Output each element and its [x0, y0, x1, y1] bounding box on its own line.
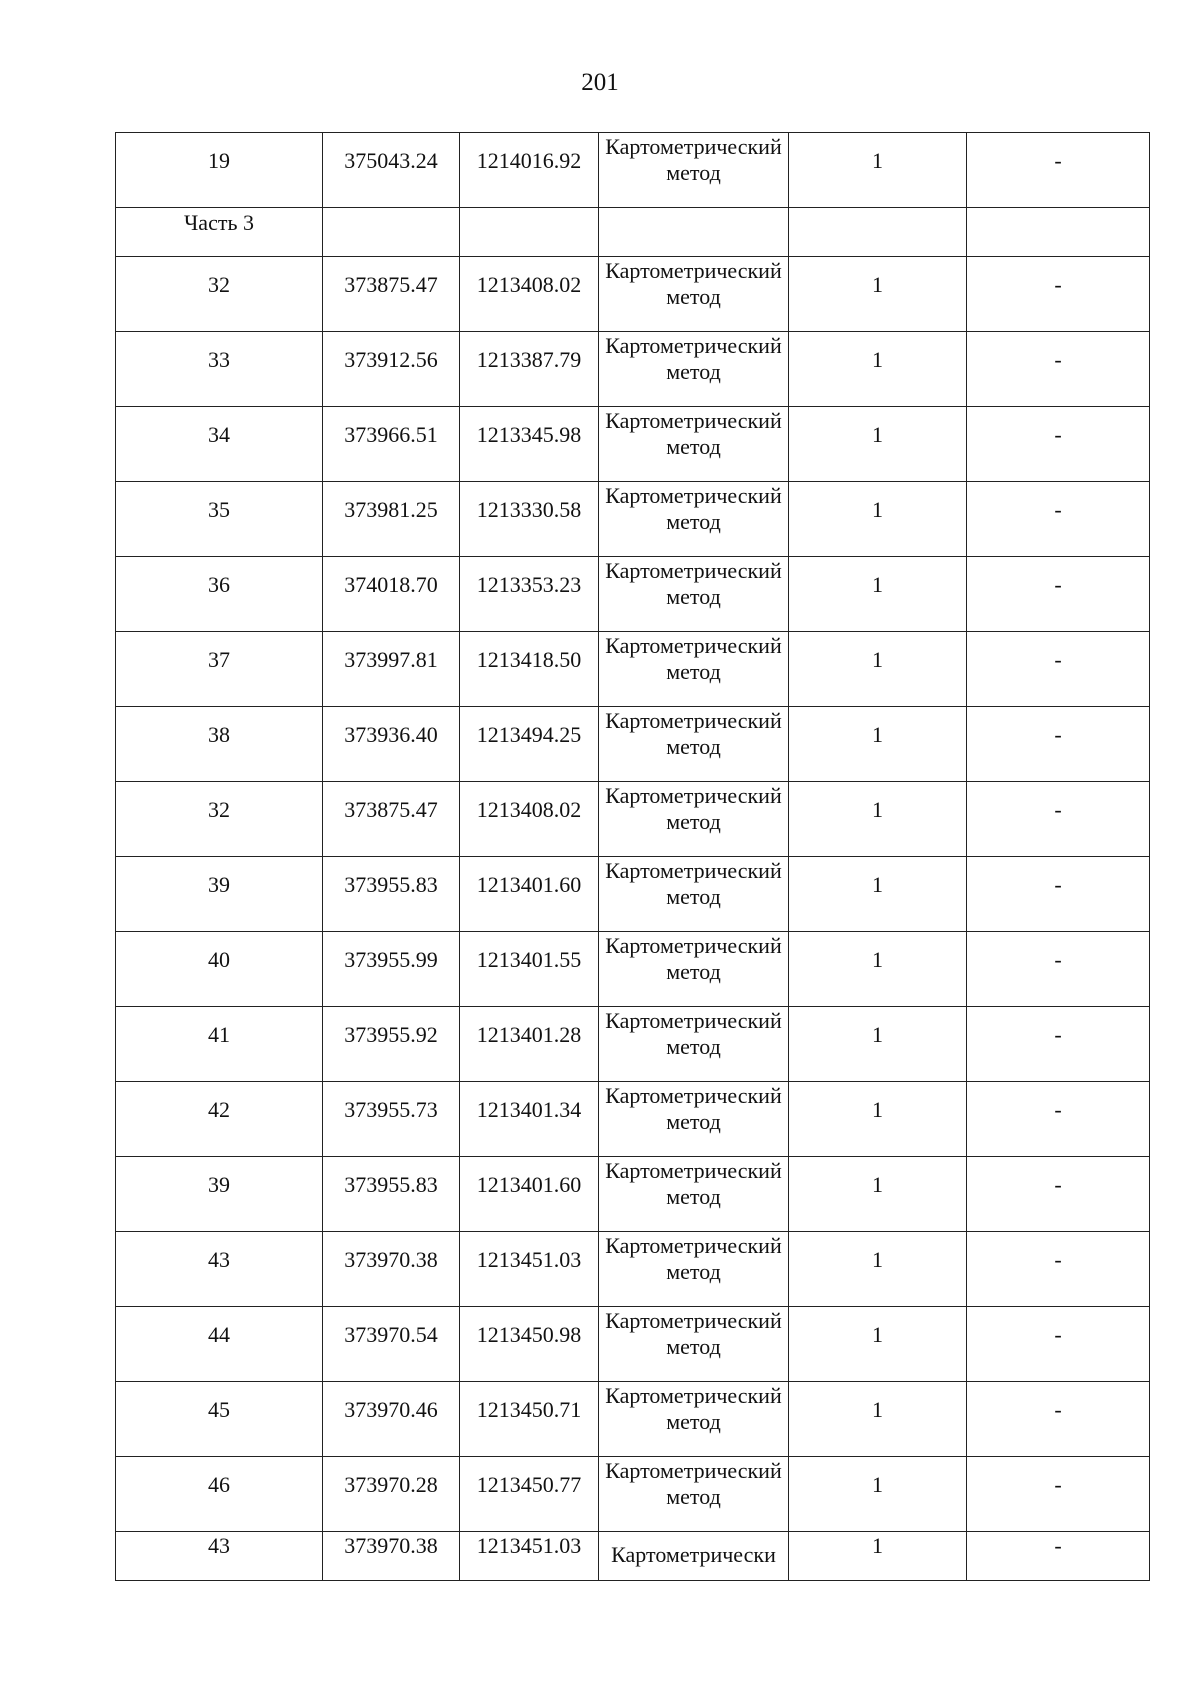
- table-row: [116, 707, 1150, 782]
- point-number-cell: 39: [116, 857, 323, 932]
- method-text: Картометрический метод: [605, 1233, 782, 1284]
- point-number-cell: 36: [116, 557, 323, 632]
- table-row: [116, 1232, 1150, 1307]
- y-coordinate-cell: 1213330.58: [460, 482, 599, 557]
- x-coordinate-cell: 373955.92: [323, 1007, 460, 1082]
- method-text: Картометрический метод: [605, 483, 782, 534]
- accuracy-cell: 1: [789, 707, 967, 782]
- x-coordinate-cell: 373955.99: [323, 932, 460, 1007]
- method-text: Картометрически: [611, 1542, 776, 1567]
- y-coordinate-cell: 1213451.03: [460, 1232, 599, 1307]
- y-coordinate-cell: 1213401.28: [460, 1007, 599, 1082]
- point-number-cell: 46: [116, 1457, 323, 1532]
- x-coordinate-cell: 375043.24: [323, 133, 460, 208]
- accuracy-cell: 1: [789, 557, 967, 632]
- point-number-cell: 32: [116, 257, 323, 332]
- x-coordinate-cell: 373966.51: [323, 407, 460, 482]
- point-number-cell: 43: [116, 1232, 323, 1307]
- method-text: Картометрический метод: [605, 708, 782, 759]
- x-coordinate-cell: 373936.40: [323, 707, 460, 782]
- point-number-cell: 19: [116, 133, 323, 208]
- method-cell: [599, 332, 789, 407]
- note-cell: -: [967, 1382, 1150, 1457]
- point-number-cell: 45: [116, 1382, 323, 1457]
- x-coordinate-cell: 373912.56: [323, 332, 460, 407]
- empty-cell: [967, 208, 1150, 257]
- method-text: Картометрический метод: [605, 408, 782, 459]
- y-coordinate-cell: 1213345.98: [460, 407, 599, 482]
- y-coordinate-cell: 1213450.98: [460, 1307, 599, 1382]
- y-coordinate-cell: 1213353.23: [460, 557, 599, 632]
- table-row: [116, 332, 1150, 407]
- accuracy-cell: 1: [789, 782, 967, 857]
- method-text: Картометрический метод: [605, 1008, 782, 1059]
- y-coordinate-cell: 1213401.34: [460, 1082, 599, 1157]
- x-coordinate-cell: 373955.83: [323, 857, 460, 932]
- table-row: [116, 482, 1150, 557]
- method-cell: [599, 407, 789, 482]
- table-row: [116, 932, 1150, 1007]
- method-text: Картометрический метод: [605, 1458, 782, 1509]
- y-coordinate-cell: 1213418.50: [460, 632, 599, 707]
- method-text: Картометрический метод: [605, 1083, 782, 1134]
- method-cell: [599, 1457, 789, 1532]
- x-coordinate-cell: 373875.47: [323, 782, 460, 857]
- accuracy-cell: 1: [789, 1457, 967, 1532]
- method-text: Картометрический метод: [605, 633, 782, 684]
- accuracy-cell: 1: [789, 332, 967, 407]
- table-row: [116, 857, 1150, 932]
- table-row: [116, 1307, 1150, 1382]
- method-text: Картометрический метод: [605, 1383, 782, 1434]
- method-cell: [599, 1157, 789, 1232]
- x-coordinate-cell: 373981.25: [323, 482, 460, 557]
- note-cell: -: [967, 1157, 1150, 1232]
- y-coordinate-cell: 1213401.60: [460, 857, 599, 932]
- y-coordinate-cell: 1213387.79: [460, 332, 599, 407]
- method-cell: [599, 1007, 789, 1082]
- method-cell: [599, 1382, 789, 1457]
- method-text: Картометрический метод: [605, 783, 782, 834]
- note-cell: -: [967, 1532, 1150, 1581]
- note-cell: -: [967, 782, 1150, 857]
- table-row: [116, 1157, 1150, 1232]
- note-cell: -: [967, 1232, 1150, 1307]
- table-row: [116, 1457, 1150, 1532]
- accuracy-cell: 1: [789, 857, 967, 932]
- method-cell: [599, 557, 789, 632]
- point-number-cell: 32: [116, 782, 323, 857]
- x-coordinate-cell: 373875.47: [323, 257, 460, 332]
- table-row: [116, 407, 1150, 482]
- table-row: [116, 782, 1150, 857]
- accuracy-cell: 1: [789, 1532, 967, 1581]
- x-coordinate-cell: 373970.54: [323, 1307, 460, 1382]
- coordinates-table-body: [116, 133, 1150, 1581]
- method-text: Картометрический метод: [605, 333, 782, 384]
- note-cell: -: [967, 1307, 1150, 1382]
- accuracy-cell: 1: [789, 1382, 967, 1457]
- point-number-cell: 35: [116, 482, 323, 557]
- empty-cell: [599, 208, 789, 257]
- section-label: Часть 3: [116, 208, 323, 257]
- point-number-cell: 41: [116, 1007, 323, 1082]
- x-coordinate-cell: 373955.73: [323, 1082, 460, 1157]
- method-cell: [599, 1307, 789, 1382]
- x-coordinate-cell: 373970.38: [323, 1232, 460, 1307]
- accuracy-cell: 1: [789, 932, 967, 1007]
- empty-cell: [789, 208, 967, 257]
- method-text: Картометрический метод: [605, 1158, 782, 1209]
- method-text: Картометрический метод: [605, 134, 782, 185]
- y-coordinate-cell: 1213408.02: [460, 782, 599, 857]
- y-coordinate-cell: 1213401.60: [460, 1157, 599, 1232]
- method-text: Картометрический метод: [605, 558, 782, 609]
- y-coordinate-cell: 1213451.03: [460, 1532, 599, 1581]
- method-cell: [599, 257, 789, 332]
- x-coordinate-cell: 373970.38: [323, 1532, 460, 1581]
- table-row: [116, 1532, 1150, 1581]
- method-text: Картометрический метод: [605, 258, 782, 309]
- method-cell: [599, 482, 789, 557]
- accuracy-cell: 1: [789, 257, 967, 332]
- note-cell: -: [967, 482, 1150, 557]
- accuracy-cell: 1: [789, 1307, 967, 1382]
- x-coordinate-cell: 374018.70: [323, 557, 460, 632]
- method-cell: [599, 707, 789, 782]
- accuracy-cell: 1: [789, 1157, 967, 1232]
- x-coordinate-cell: 373997.81: [323, 632, 460, 707]
- y-coordinate-cell: 1213401.55: [460, 932, 599, 1007]
- point-number-cell: 40: [116, 932, 323, 1007]
- accuracy-cell: 1: [789, 407, 967, 482]
- note-cell: -: [967, 932, 1150, 1007]
- table-row: [116, 133, 1150, 208]
- method-cell: [599, 133, 789, 208]
- point-number-cell: 44: [116, 1307, 323, 1382]
- note-cell: -: [967, 707, 1150, 782]
- accuracy-cell: 1: [789, 632, 967, 707]
- note-cell: -: [967, 632, 1150, 707]
- method-cell: [599, 932, 789, 1007]
- note-cell: -: [967, 133, 1150, 208]
- table-row: [116, 1082, 1150, 1157]
- coordinates-table: [115, 132, 1150, 1581]
- x-coordinate-cell: 373970.28: [323, 1457, 460, 1532]
- y-coordinate-cell: 1213408.02: [460, 257, 599, 332]
- y-coordinate-cell: 1213494.25: [460, 707, 599, 782]
- accuracy-cell: 1: [789, 1007, 967, 1082]
- point-number-cell: 37: [116, 632, 323, 707]
- point-number-cell: 38: [116, 707, 323, 782]
- method-cell: [599, 632, 789, 707]
- method-cell: [599, 857, 789, 932]
- table-row: [116, 1007, 1150, 1082]
- table-row: [116, 1382, 1150, 1457]
- note-cell: -: [967, 257, 1150, 332]
- method-text: Картометрический метод: [605, 1308, 782, 1359]
- x-coordinate-cell: 373955.83: [323, 1157, 460, 1232]
- note-cell: -: [967, 1082, 1150, 1157]
- note-cell: -: [967, 1457, 1150, 1532]
- accuracy-cell: 1: [789, 482, 967, 557]
- method-cell: [599, 1232, 789, 1307]
- point-number-cell: 39: [116, 1157, 323, 1232]
- x-coordinate-cell: 373970.46: [323, 1382, 460, 1457]
- empty-cell: [460, 208, 599, 257]
- table-row: [116, 257, 1150, 332]
- note-cell: -: [967, 557, 1150, 632]
- method-cell: [599, 1082, 789, 1157]
- section-header-row: [116, 208, 1150, 257]
- method-text: Картометрический метод: [605, 933, 782, 984]
- point-number-cell: 43: [116, 1532, 323, 1581]
- table-row: [116, 632, 1150, 707]
- point-number-cell: 34: [116, 407, 323, 482]
- note-cell: -: [967, 407, 1150, 482]
- point-number-cell: 33: [116, 332, 323, 407]
- method-cell: [599, 1532, 789, 1581]
- note-cell: -: [967, 332, 1150, 407]
- accuracy-cell: 1: [789, 133, 967, 208]
- empty-cell: [323, 208, 460, 257]
- method-cell: [599, 782, 789, 857]
- accuracy-cell: 1: [789, 1232, 967, 1307]
- note-cell: -: [967, 857, 1150, 932]
- point-number-cell: 42: [116, 1082, 323, 1157]
- table-row: [116, 557, 1150, 632]
- y-coordinate-cell: 1213450.77: [460, 1457, 599, 1532]
- method-text: Картометрический метод: [605, 858, 782, 909]
- page-number: 201: [581, 69, 619, 96]
- note-cell: -: [967, 1007, 1150, 1082]
- accuracy-cell: 1: [789, 1082, 967, 1157]
- y-coordinate-cell: 1214016.92: [460, 133, 599, 208]
- y-coordinate-cell: 1213450.71: [460, 1382, 599, 1457]
